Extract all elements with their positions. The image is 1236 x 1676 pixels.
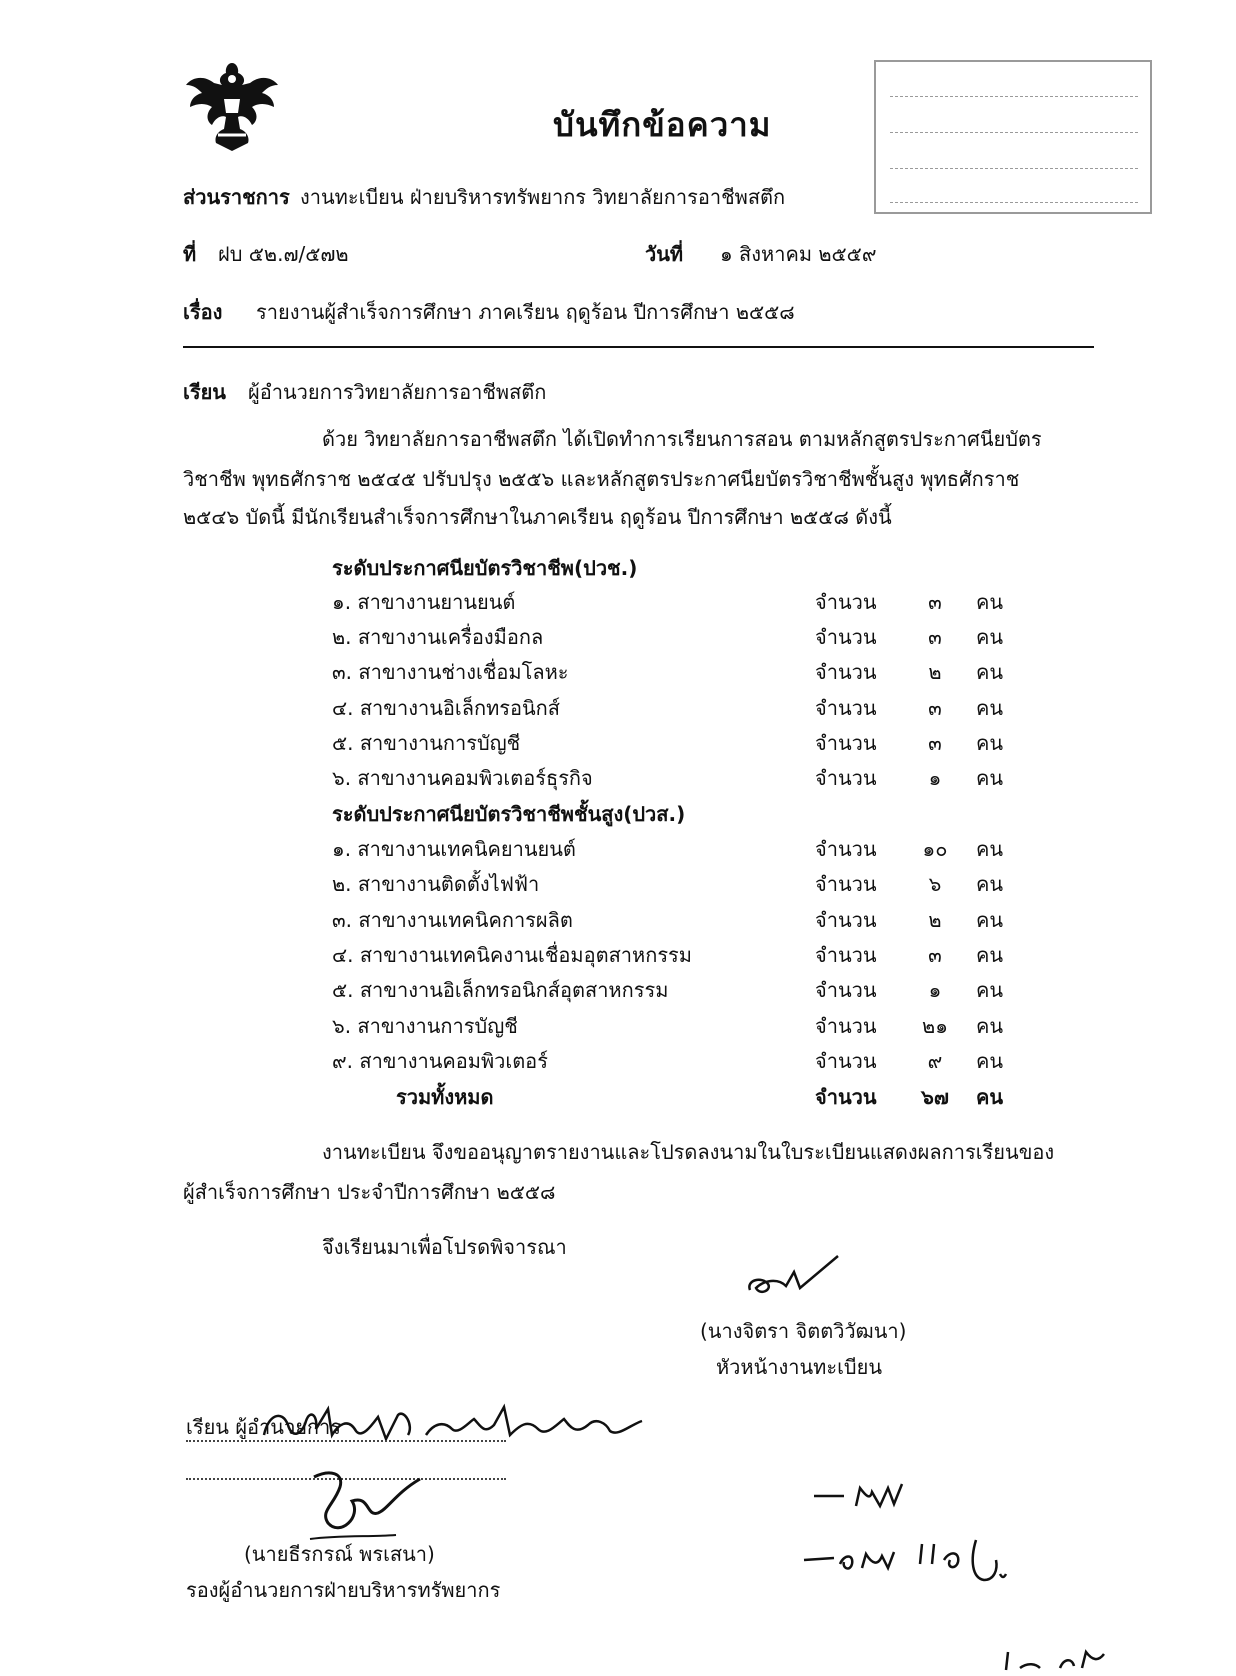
header-divider — [183, 346, 1094, 348]
count-value: ๙ — [927, 1049, 943, 1073]
subject-label: เรื่อง — [183, 300, 223, 324]
closing-line-3: จึงเรียนมาเพื่อโปรดพิจารณา — [322, 1235, 567, 1259]
section-heading: ระดับประกาศนียบัตรวิชาชีพชั้นสูง(ปวส.) — [332, 802, 686, 826]
handwritten-mark — [810, 1470, 910, 1520]
program-name: ๑. สาขางานยานยนต์ — [332, 590, 516, 614]
unit-label: คน — [976, 872, 1004, 896]
unit-label: คน — [976, 625, 1004, 649]
unit-label: คน — [976, 1014, 1004, 1038]
count-label: จำนวน — [815, 978, 877, 1002]
unit-label: คน — [976, 1085, 1004, 1109]
unit-label: คน — [976, 837, 1004, 861]
unit-label: คน — [976, 731, 1004, 755]
handwritten-mark — [800, 1520, 1010, 1590]
count-value: ๓ — [928, 625, 942, 649]
unit-label: คน — [976, 660, 1004, 684]
to-value: ผู้อำนวยการวิทยาลัยการอาชีพสตึก — [248, 380, 547, 404]
received-stamp — [874, 60, 1152, 214]
total-label: รวมทั้งหมด — [396, 1085, 494, 1109]
program-name: ๕. สาขางานอิเล็กทรอนิกส์อุตสาหกรรม — [332, 978, 669, 1002]
body-line-1: ด้วย วิทยาลัยการอาชีพสตึก ได้เปิดทำการเรียนการสอน ตามหลักสูตรประกาศนียบัตร — [322, 427, 1042, 451]
count-label: จำนวน — [815, 908, 877, 932]
body-line-2: วิชาชีพ พุทธศักราช ๒๕๔๕ ปรับปรุง ๒๕๕๖ และหลักสูตรประกาศนียบัตรวิชาชีพชั้นสูง พุทธศักราช — [183, 467, 1020, 491]
unit-label: คน — [976, 766, 1004, 790]
count-label: จำนวน — [815, 837, 877, 861]
document-title: บันทึกข้อความ — [553, 105, 772, 144]
count-value: ๓ — [928, 590, 942, 614]
count-value: ๒๑ — [922, 1014, 948, 1038]
count-label: จำนวน — [815, 943, 877, 967]
date-label: วันที่ — [645, 242, 684, 266]
count-label: จำนวน — [815, 1014, 877, 1038]
deputy-position: รองผู้อำนวยการฝ่ายบริหารทรัพยากร — [186, 1578, 501, 1602]
signature-deputy-director — [300, 1465, 430, 1545]
unit-label: คน — [976, 1049, 1004, 1073]
registrar-name: (นางจิตรา จิตตวิวัฒนา) — [700, 1319, 907, 1343]
program-name: ๑. สาขางานเทคนิคยานยนต์ — [332, 837, 576, 861]
count-label: จำนวน — [815, 625, 877, 649]
count-label: จำนวน — [815, 872, 877, 896]
unit-label: คน — [976, 696, 1004, 720]
total-count: ๖๗ — [921, 1085, 949, 1109]
program-name: ๙. สาขางานคอมพิวเตอร์ — [332, 1049, 548, 1073]
program-name: ๔. สาขางานอิเล็กทรอนิกส์ — [332, 696, 560, 720]
signature-registrar — [742, 1250, 852, 1310]
handwritten-note — [258, 1395, 658, 1451]
count-label: จำนวน — [815, 731, 877, 755]
count-value: ๒ — [928, 660, 942, 684]
closing-line-1: งานทะเบียน จึงขออนุญาตรายงานและโปรดลงนามในใบระเบียนแสดงผลการเรียนของ — [322, 1140, 1055, 1164]
agency-value: งานทะเบียน ฝ่ายบริหารทรัพยากร วิทยาลัยการอาชีพสตึก — [300, 185, 786, 209]
program-name: ๓. สาขางานเทคนิคการผลิต — [332, 908, 573, 932]
count-value: ๑ — [928, 766, 942, 790]
program-name: ๖. สาขางานการบัญชี — [332, 1014, 518, 1038]
date-value: ๑ สิงหาคม ๒๕๕๙ — [720, 242, 877, 266]
count-label: จำนวน — [815, 1049, 877, 1073]
program-name: ๕. สาขางานการบัญชี — [332, 731, 521, 755]
program-name: ๓. สาขางานช่างเชื่อมโลหะ — [332, 660, 569, 684]
count-value: ๓ — [928, 943, 942, 967]
ref-label: ที่ — [183, 242, 197, 266]
count-label: จำนวน — [815, 766, 877, 790]
agency-label: ส่วนราชการ — [183, 185, 290, 209]
dotted-line — [186, 1440, 506, 1442]
program-name: ๒. สาขางานติดตั้งไฟฟ้า — [332, 872, 540, 896]
unit-label: คน — [976, 978, 1004, 1002]
unit-label: คน — [976, 590, 1004, 614]
count-value: ๖ — [928, 872, 942, 896]
to-label: เรียน — [183, 380, 226, 404]
section-heading: ระดับประกาศนียบัตรวิชาชีพ(ปวช.) — [332, 556, 638, 580]
count-value: ๓ — [928, 696, 942, 720]
count-label: จำนวน — [815, 590, 877, 614]
deputy-name: (นายธีรกรณ์ พรเสนา) — [244, 1542, 435, 1566]
ref-value: ฝบ ๕๒.๗/๕๗๒ — [218, 242, 349, 266]
program-name: ๔. สาขางานเทคนิคงานเชื่อมอุตสาหกรรม — [332, 943, 692, 967]
count-value: ๒ — [928, 908, 942, 932]
unit-label: คน — [976, 908, 1004, 932]
count-label: จำนวน — [815, 696, 877, 720]
body-line-3: ๒๕๔๖ บัดนี้ มีนักเรียนสำเร็จการศึกษาในภาคเรียน ฤดูร้อน ปีการศึกษา ๒๕๕๘ ดังนี้ — [183, 505, 892, 529]
registrar-position: หัวหน้างานทะเบียน — [716, 1355, 883, 1379]
handwritten-mark — [1000, 1640, 1110, 1674]
program-name: ๖. สาขางานคอมพิวเตอร์ธุรกิจ — [332, 766, 593, 790]
garuda-emblem — [184, 55, 280, 155]
count-value: ๑ — [928, 978, 942, 1002]
unit-label: คน — [976, 943, 1004, 967]
subject-value: รายงานผู้สำเร็จการศึกษา ภาคเรียน ฤดูร้อน ปีการศึกษา ๒๕๕๘ — [256, 300, 795, 324]
count-label: จำนวน — [815, 660, 877, 684]
forward-label: เรียน ผู้อำนวยการ — [186, 1415, 341, 1439]
count-value: ๑๐ — [922, 837, 948, 861]
closing-line-2: ผู้สำเร็จการศึกษา ประจำปีการศึกษา ๒๕๕๘ — [183, 1180, 556, 1204]
count-value: ๓ — [928, 731, 942, 755]
count-label: จำนวน — [815, 1085, 877, 1109]
program-name: ๒. สาขางานเครื่องมือกล — [332, 625, 544, 649]
